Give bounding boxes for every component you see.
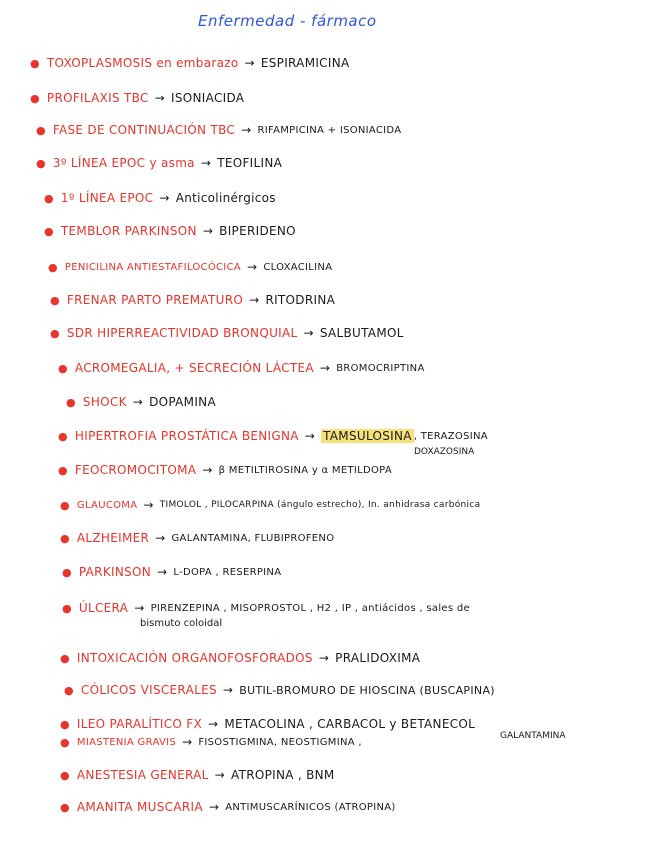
condition: ILEO PARALÍTICO FX (76, 717, 202, 731)
list-item (58, 426, 488, 446)
bullet-icon: ● (44, 191, 54, 205)
list-item (62, 598, 470, 618)
arrow-icon: → (202, 224, 214, 238)
arrow-icon: → (159, 191, 170, 205)
condition: PROFILAXIS TBC (46, 91, 149, 105)
list-item (58, 358, 425, 378)
arrow-icon: → (155, 531, 166, 545)
arrow-icon: → (134, 601, 145, 615)
drug: TEOFILINA (217, 156, 283, 170)
drug: BIPERIDENO (219, 224, 296, 238)
list-item (64, 680, 495, 700)
arrow-icon: → (246, 260, 258, 274)
list-item (60, 528, 334, 548)
list-item (62, 562, 281, 582)
list-item (60, 648, 420, 668)
drug: PRALIDOXIMA (335, 651, 421, 665)
drug: PIRENZEPINA , MISOPROSTOL , H2 , IP , antiácidos , sales de (150, 602, 470, 614)
list-item (50, 323, 404, 343)
condition: PENICILINA ANTIESTAFILOCÓCICA (64, 261, 241, 273)
bullet-icon: ● (62, 601, 72, 615)
bullet-icon: ● (60, 735, 70, 749)
bullet-icon: ● (60, 768, 70, 782)
bullet-icon: ● (48, 260, 58, 274)
bullet-icon: ● (60, 531, 70, 545)
drug: ISONIACIDA (171, 91, 245, 105)
condition: HIPERTROFIA PROSTÁTICA BENIGNA (74, 429, 299, 443)
bullet-icon: ● (58, 463, 68, 477)
list-item (60, 765, 335, 785)
bullet-icon: ● (60, 800, 70, 814)
bullet-icon: ● (60, 717, 70, 731)
drug: ATROPINA , BNM (231, 768, 335, 782)
arrow-icon: → (132, 395, 144, 409)
arrow-icon: → (241, 123, 252, 137)
list-item (44, 188, 276, 208)
bullet-icon: ● (44, 224, 54, 238)
drug-note: DOXAZOSINA (414, 447, 475, 457)
condition: AMANITA MUSCARIA (76, 800, 203, 814)
bullet-icon: ● (60, 498, 70, 512)
bullet-icon: ● (50, 326, 60, 340)
list-item (36, 153, 282, 173)
drug: GALANTAMINA, FLUBIPROFENO (171, 532, 335, 544)
arrow-icon: → (222, 683, 234, 697)
list-item (60, 797, 396, 817)
bullet-icon: ● (36, 156, 46, 170)
arrow-icon: → (304, 429, 316, 443)
bullet-icon: ● (30, 56, 40, 70)
drug: METACOLINA , CARBACOL y BETANECOL (224, 717, 476, 731)
bullet-icon: ● (36, 123, 46, 137)
drug-note: GALANTAMINA (500, 731, 566, 741)
drug: L-DOPA , RESERPINA (173, 566, 282, 578)
bullet-icon: ● (30, 91, 40, 105)
bullet-icon: ● (64, 683, 74, 697)
drug: DOPAMINA (149, 395, 216, 409)
drug: , TERAZOSINA (413, 430, 488, 442)
drug: RITODRINA (265, 293, 336, 307)
condition: ALZHEIMER (76, 531, 150, 545)
condition: FASE DE CONTINUACIÓN TBC (52, 123, 236, 137)
drug: BUTIL-BROMURO DE HIOSCINA (BUSCAPINA) (239, 683, 495, 697)
list-item (36, 120, 401, 140)
condition: SDR HIPERREACTIVIDAD BRONQUIAL (66, 326, 298, 340)
arrow-icon: → (200, 156, 212, 170)
bullet-icon: ● (58, 429, 68, 443)
condition: GLAUCOMA (76, 499, 138, 511)
condition: PARKINSON (78, 565, 152, 579)
arrow-icon: → (214, 768, 226, 782)
drug: ESPIRAMICINA (260, 56, 350, 70)
list-item (30, 53, 350, 73)
arrow-icon: → (249, 293, 260, 307)
bullet-icon: ● (62, 565, 72, 579)
list-item (60, 732, 362, 752)
condition: 3º LÍNEA EPOC y asma (52, 156, 195, 170)
arrow-icon: → (207, 717, 219, 731)
drug: SALBUTAMOL (319, 326, 404, 340)
condition: FEOCROMOCITOMA (74, 463, 197, 477)
arrow-icon: → (319, 361, 331, 375)
condition: ACROMEGALIA, + SECRECIÓN LÁCTEA (74, 361, 314, 375)
condition: 1º LÍNEA EPOC (60, 191, 154, 205)
list-item (48, 257, 332, 277)
list-item (60, 714, 475, 734)
arrow-icon: → (244, 56, 255, 70)
arrow-icon: → (143, 498, 154, 512)
list-item (60, 495, 480, 515)
bullet-icon: ● (50, 293, 60, 307)
arrow-icon: → (208, 800, 220, 814)
arrow-icon: → (202, 463, 213, 477)
list-item (44, 221, 296, 241)
bullet-icon: ● (58, 361, 68, 375)
drug: RIFAMPICINA + ISONIACIDA (257, 124, 402, 136)
bullet-icon: ● (60, 651, 70, 665)
list-item (30, 88, 244, 108)
drug: BROMOCRIPTINA (336, 362, 425, 374)
arrow-icon: → (181, 735, 193, 749)
drug: FISOSTIGMINA, NEOSTIGMINA , (198, 736, 362, 748)
condition: SHOCK (82, 395, 127, 409)
list-item (58, 460, 392, 480)
drug-note: bismuto coloidal (140, 618, 223, 629)
drug: ANTIMUSCARÍNICOS (ATROPINA) (225, 801, 396, 813)
arrow-icon: → (303, 326, 314, 340)
arrow-icon: → (157, 565, 168, 579)
arrow-icon: → (318, 651, 330, 665)
drug: TIMOLOL , PILOCARPINA (ángulo estrecho), In. anhidrasa carbónica (159, 500, 481, 510)
arrow-icon: → (154, 91, 166, 105)
drug: β METILTIROSINA y α METILDOPA (218, 464, 393, 476)
drug: Anticolinérgicos (175, 191, 276, 205)
condition: ANESTESIA GENERAL (76, 768, 209, 782)
page-title: Enfermedad - fármaco (198, 12, 377, 30)
condition: TEMBLOR PARKINSON (60, 224, 197, 238)
condition: TOXOPLASMOSIS en embarazo (46, 56, 239, 70)
highlighted-drug: TAMSULOSINA (323, 429, 412, 443)
list-item (66, 392, 216, 412)
list-item (50, 290, 335, 310)
condition: INTOXICACIÓN ORGANOFOSFORADOS (76, 651, 313, 665)
condition: FRENAR PARTO PREMATURO (66, 293, 244, 307)
bullet-icon: ● (66, 395, 76, 409)
condition: CÓLICOS VISCERALES (80, 683, 217, 697)
drug: CLOXACILINA (263, 261, 333, 273)
condition: MIASTENIA GRAVIS (76, 736, 176, 748)
condition: ÚLCERA (78, 601, 129, 615)
